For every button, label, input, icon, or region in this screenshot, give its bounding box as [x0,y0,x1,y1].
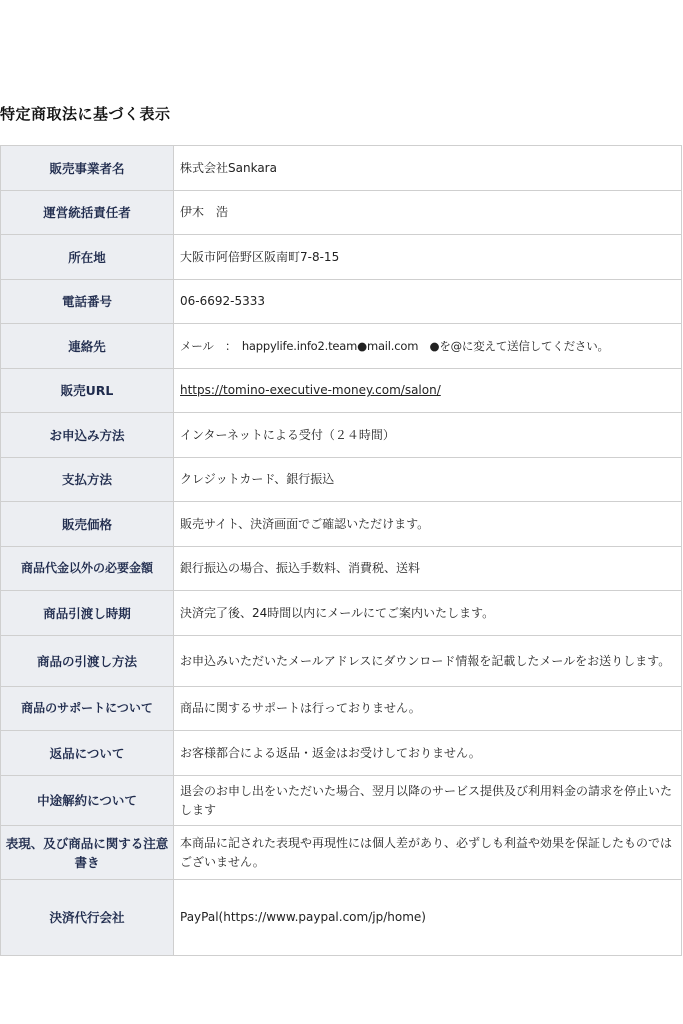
row-label: 商品のサポートについて [1,687,174,731]
row-value: 銀行振込の場合、振込手数料、消費税、送料 [174,547,682,591]
table-row [1,591,682,636]
table-row [1,731,682,776]
row-value: 商品に関するサポートは行っておりません。 [174,687,682,731]
row-label: 連絡先 [1,324,174,369]
table-row [1,826,682,880]
row-label: 運営統括責任者 [1,191,174,235]
row-label: 商品引渡し時期 [1,591,174,636]
row-value: 退会のお申し出をいただいた場合、翌月以降のサービス提供及び利用料金の請求を停止いたします [174,776,682,826]
table-row [1,369,682,413]
row-label: 販売事業者名 [1,146,174,191]
row-value: PayPal(https://www.paypal.com/jp/home) [174,880,682,956]
row-label: 表現、及び商品に関する注意書き [1,826,174,880]
row-label: 中途解約について [1,776,174,826]
row-value: 本商品に記された表現や再現性には個人差があり、必ずしも利益や効果を保証したものではございません。 [174,826,682,880]
row-label: 支払方法 [1,458,174,502]
page-title: 特定商取法に基づく表示 [0,105,171,123]
table-row [1,280,682,324]
row-value: お客様都合による返品・返金はお受けしておりません。 [174,731,682,776]
table-row [1,502,682,547]
table-row [1,324,682,369]
row-value: クレジットカード、銀行振込 [174,458,682,502]
row-value: メール ： happylife.info2.team●mail.com ●を@に変えて送信してください。 [174,324,682,369]
row-label: 決済代行会社 [1,880,174,956]
row-label: お申込み方法 [1,413,174,458]
row-label: 所在地 [1,235,174,280]
row-label: 商品の引渡し方法 [1,636,174,687]
row-value: 決済完了後、24時間以内にメールにてご案内いたします。 [174,591,682,636]
row-value: 大阪市阿倍野区阪南町7-8-15 [174,235,682,280]
legal-info-table [0,145,682,956]
row-value: 株式会社Sankara [174,146,682,191]
table-row [1,235,682,280]
table-row [1,146,682,191]
row-value: お申込みいただいたメールアドレスにダウンロード情報を記載したメールをお送りします。 [174,636,682,687]
row-label: 電話番号 [1,280,174,324]
table-row [1,776,682,826]
row-value: インターネットによる受付（２４時間） [174,413,682,458]
table-row [1,636,682,687]
row-label: 返品について [1,731,174,776]
table-row [1,458,682,502]
row-value: 伊木 浩 [174,191,682,235]
row-value: 06-6692-5333 [174,280,682,324]
sales-url-link[interactable]: https://tomino-executive-money.com/salon/ [180,383,441,397]
row-label: 販売価格 [1,502,174,547]
row-label: 販売URL [1,369,174,413]
table-row [1,547,682,591]
table-row [1,880,682,956]
table-row [1,413,682,458]
row-label: 商品代金以外の必要金額 [1,547,174,591]
table-row [1,687,682,731]
row-value: 販売サイト、決済画面でご確認いただけます。 [174,502,682,547]
table-row [1,191,682,235]
